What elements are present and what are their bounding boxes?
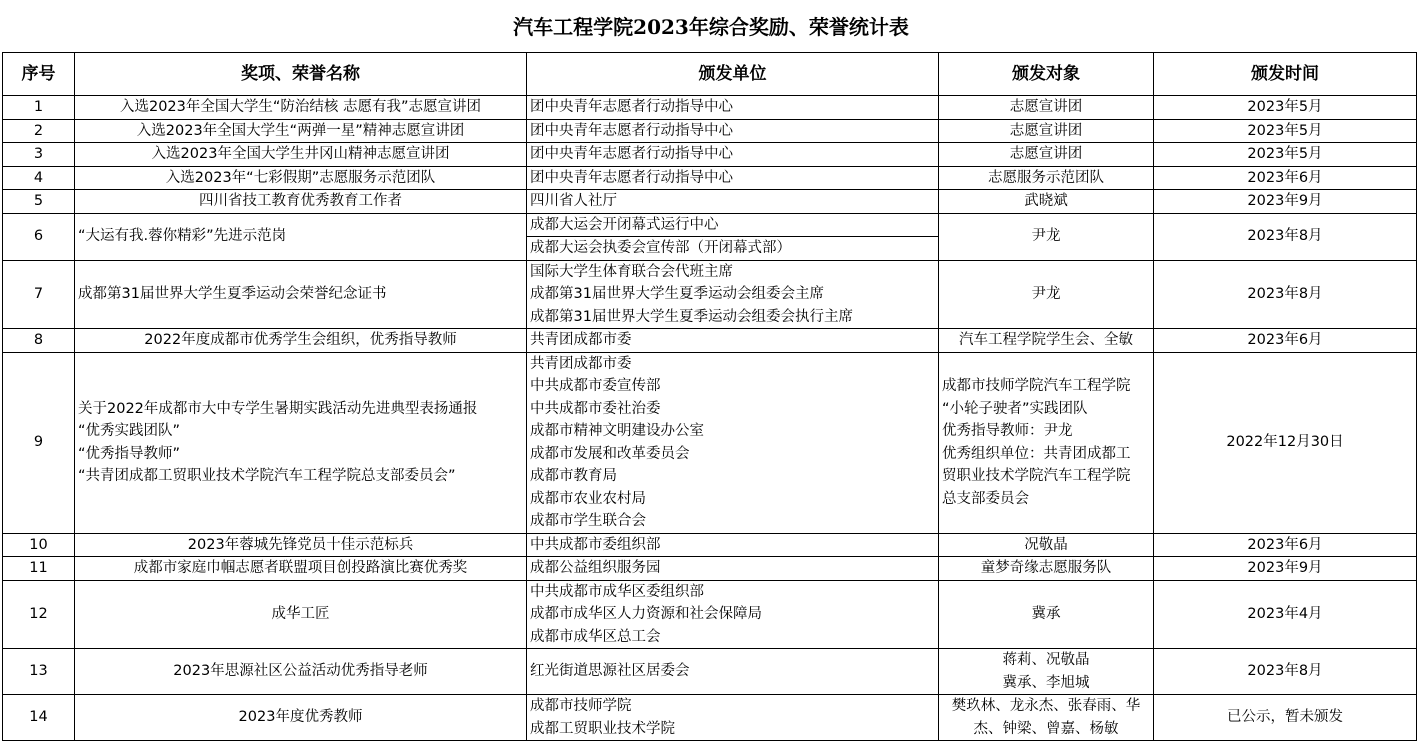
recipient-cell: 武晓斌 [939, 190, 1154, 214]
table-row [3, 190, 1417, 214]
table-row [3, 352, 1417, 533]
header-time: 颁发时间 [1154, 53, 1417, 96]
issuing-unit-line: 团中央青年志愿者行动指导中心 [530, 146, 733, 162]
issuing-unit-cell [527, 695, 939, 741]
issue-date-cell: 2023年5月 [1154, 119, 1417, 143]
issuing-unit-line: 成都大运会开闭幕式运行中心 [530, 216, 719, 233]
issuing-unit-line: 共青团成都市委 [530, 332, 632, 348]
issuing-unit-line: 团中央青年志愿者行动指导中心 [530, 99, 733, 115]
header-unit: 颁发单位 [527, 53, 939, 96]
issuing-unit-line: 中共成都市成华区委组织部 [530, 583, 704, 600]
issue-date-cell: 2023年5月 [1154, 143, 1417, 167]
issue-date-cell: 2022年12月30日 [1154, 352, 1417, 533]
table-row [3, 96, 1417, 120]
row-number-cell: 10 [3, 533, 75, 557]
awards-table [2, 52, 1417, 741]
page-title: 汽车工程学院2023年综合奖励、荣誉统计表 [513, 14, 909, 39]
recipient-cell: 志愿宣讲团 [939, 96, 1154, 120]
award-name-cell: 2023年度优秀教师 [75, 695, 527, 741]
issuing-unit-cell [527, 143, 939, 167]
award-name-cell: 成都市家庭巾帼志愿者联盟项目创投路演比赛优秀奖 [75, 557, 527, 581]
award-name-cell: 入选2023年全国大学生“两弹一星”精神志愿宣讲团 [75, 119, 527, 143]
table-row [3, 166, 1417, 190]
issuing-unit-line: 团中央青年志愿者行动指导中心 [530, 169, 733, 186]
table-row [3, 557, 1417, 581]
table-row [3, 143, 1417, 167]
issuing-unit-line: 团中央青年志愿者行动指导中心 [530, 122, 733, 139]
row-number-cell: 14 [3, 695, 75, 741]
table-row [3, 533, 1417, 557]
row-number-cell: 5 [3, 190, 75, 214]
issuing-unit-line: 红光街道思源社区居委会 [530, 663, 690, 680]
issuing-unit-line: 成都市精神文明建设办公室 [530, 423, 704, 439]
table-row [3, 649, 1417, 695]
header-target: 颁发对象 [939, 53, 1154, 96]
row-number-cell: 4 [3, 166, 75, 190]
award-name-cell: 2022年度成都市优秀学生会组织，优秀指导教师 [75, 329, 527, 353]
row-number-cell: 3 [3, 143, 75, 167]
award-name-cell: 四川省技工教育优秀教育工作者 [75, 190, 527, 214]
table-row [3, 695, 1417, 741]
issuing-unit-line: 成都市成华区人力资源和社会保障局 [530, 606, 762, 622]
issuing-unit-line: 共青团成都市委 [530, 355, 632, 372]
issue-date-cell: 2023年6月 [1154, 166, 1417, 190]
row-number-cell: 12 [3, 580, 75, 649]
award-name-cell: 入选2023年全国大学生井冈山精神志愿宣讲团 [75, 143, 527, 167]
issue-date-cell: 2023年5月 [1154, 96, 1417, 120]
award-name-cell: 2023年蓉城先锋党员十佳示范标兵 [75, 533, 527, 557]
recipient-cell: 志愿服务示范团队 [939, 166, 1154, 190]
recipient-cell: 志愿宣讲团 [939, 119, 1154, 143]
award-name-cell: 2023年思源社区公益活动优秀指导老师 [75, 649, 527, 695]
table-header-row [3, 53, 1417, 96]
issuing-unit-cell [527, 649, 939, 695]
issuing-unit-line: 成都公益组织服务园 [530, 560, 661, 576]
table-row [3, 260, 1417, 329]
issue-date-cell: 2023年4月 [1154, 580, 1417, 649]
issuing-unit-line: 成都市技师学院 [530, 698, 632, 714]
recipient-cell: 志愿宣讲团 [939, 143, 1154, 167]
row-number-cell: 9 [3, 352, 75, 533]
award-name-cell: 成华工匠 [75, 580, 527, 649]
recipient-cell: 尹龙 [939, 260, 1154, 329]
issuing-unit-cell [527, 119, 939, 143]
award-name-cell: 入选2023年全国大学生“防治结核 志愿有我”志愿宣讲团 [75, 96, 527, 120]
issuing-unit-cell [527, 190, 939, 214]
recipient-cell: 汽车工程学院学生会、全敏 [939, 329, 1154, 353]
header-name: 奖项、荣誉名称 [75, 53, 527, 96]
recipient-cell: 童梦奇缘志愿服务队 [939, 557, 1154, 581]
issuing-unit-line: 成都市教育局 [530, 468, 617, 484]
issuing-unit-line: 成都工贸职业技术学院 [530, 720, 675, 737]
row-number-cell: 2 [3, 119, 75, 143]
issuing-unit-line: 成都第31届世界大学生夏季运动会组委会主席 [530, 286, 824, 302]
issuing-unit-line: 国际大学生体育联合会代班主席 [530, 263, 733, 280]
issuing-unit-line: 四川省人社厅 [530, 193, 617, 209]
issuing-unit-cell [527, 533, 939, 557]
issuing-unit-line: 成都市农业农村局 [530, 490, 646, 507]
issuing-unit-line: 成都市发展和改革委员会 [530, 445, 690, 462]
issuing-unit-line: 中共成都市委宣传部 [530, 378, 661, 394]
issuing-unit-line: 成都市成华区总工会 [530, 628, 661, 645]
issuing-unit-cell [527, 329, 939, 353]
issue-date-cell: 2023年8月 [1154, 213, 1417, 260]
recipient-cell: 冀承 [939, 580, 1154, 649]
table-row [3, 119, 1417, 143]
issuing-unit-cell [527, 557, 939, 581]
issuing-unit-cell [527, 166, 939, 190]
award-name-cell: 关于2022年成都市大中专学生暑期实践活动先进典型表扬通报 “优秀实践团队” “优秀指导教师” “共青团成都工贸职业技术学院汽车工程学院总支部委员会” [75, 352, 527, 533]
recipient-cell: 蒋莉、况敬晶 冀承、李旭城 [939, 649, 1154, 695]
issuing-unit-line: 成都大运会执委会宣传部（开闭幕式部） [527, 236, 938, 260]
recipient-cell: 樊玖林、龙永杰、张春雨、华 杰、钟梁、曾嘉、杨敏 [939, 695, 1154, 741]
issue-date-cell: 2023年9月 [1154, 190, 1417, 214]
issuing-unit-cell [527, 213, 939, 260]
issue-date-cell: 2023年9月 [1154, 557, 1417, 581]
row-number-cell: 11 [3, 557, 75, 581]
recipient-cell: 成都市技师学院汽车工程学院 “小轮子驶者”实践团队 优秀指导教师：尹龙 优秀组织单位：共青团成都工 贸职业技术学院汽车工程学院 总支部委员会 [939, 352, 1154, 533]
recipient-cell: 尹龙 [939, 213, 1154, 260]
issuing-unit-cell [527, 96, 939, 120]
row-number-cell: 1 [3, 96, 75, 120]
header-no: 序号 [3, 53, 75, 96]
row-number-cell: 8 [3, 329, 75, 353]
issuing-unit-cell [527, 260, 939, 329]
award-name-cell: “大运有我.蓉你精彩”先进示范岗 [75, 213, 527, 260]
issuing-unit-line: 成都市学生联合会 [530, 513, 646, 529]
issuing-unit-line: 中共成都市委社治委 [530, 400, 661, 417]
issuing-unit-line: 中共成都市委组织部 [530, 536, 661, 553]
row-number-cell: 7 [3, 260, 75, 329]
row-number-cell: 6 [3, 213, 75, 260]
award-name-cell: 入选2023年“七彩假期”志愿服务示范团队 [75, 166, 527, 190]
issue-date-cell: 已公示，暂未颁发 [1154, 695, 1417, 741]
recipient-cell: 况敬晶 [939, 533, 1154, 557]
table-row [3, 580, 1417, 649]
table-row [3, 213, 1417, 260]
row-number-cell: 13 [3, 649, 75, 695]
table-row [3, 329, 1417, 353]
issuing-unit-line: 成都第31届世界大学生夏季运动会组委会执行主席 [530, 308, 853, 325]
issue-date-cell: 2023年8月 [1154, 649, 1417, 695]
award-name-cell: 成都第31届世界大学生夏季运动会荣誉纪念证书 [75, 260, 527, 329]
issue-date-cell: 2023年6月 [1154, 533, 1417, 557]
issue-date-cell: 2023年8月 [1154, 260, 1417, 329]
issue-date-cell: 2023年6月 [1154, 329, 1417, 353]
issuing-unit-cell [527, 580, 939, 649]
issuing-unit-cell [527, 352, 939, 533]
